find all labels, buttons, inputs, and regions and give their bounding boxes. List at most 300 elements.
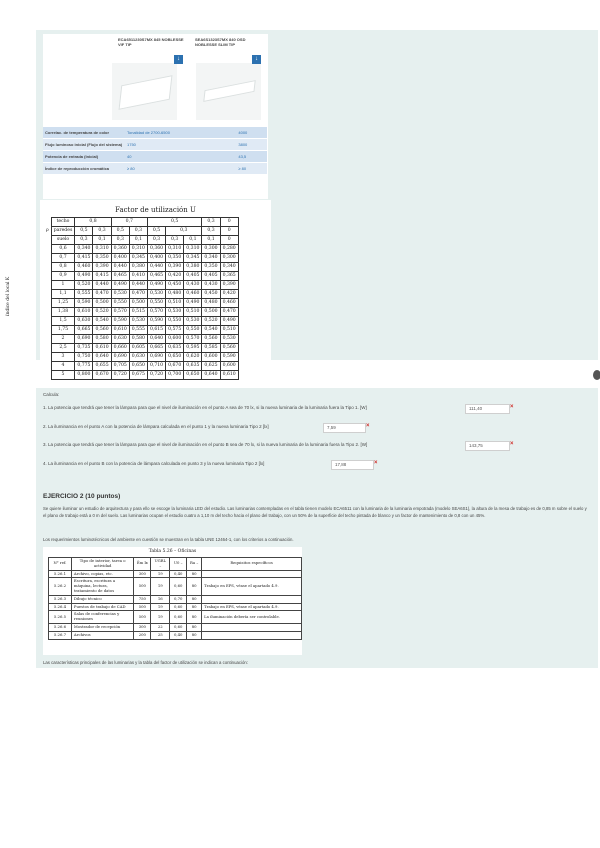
util-spacer (44, 326, 51, 335)
spec-value-2: ≥ 80 (236, 163, 267, 175)
util-header-cell: 0,3 (111, 236, 129, 245)
offices-cell: 19 (151, 570, 170, 578)
util-data-row (44, 353, 238, 362)
util-cell: 0,450 (166, 281, 184, 290)
util-cell: 0,440 (111, 263, 129, 272)
util-cell: 0,800 (75, 371, 93, 380)
offices-table (48, 557, 302, 640)
util-header-cell: 0,1 (129, 236, 147, 245)
spec-label: Índice de reproducción cromática (43, 163, 125, 175)
util-cell: 0,655 (93, 362, 111, 371)
util-data-row (44, 245, 238, 254)
util-cell: 0,520 (75, 281, 93, 290)
offices-cell (202, 595, 302, 603)
offices-cell: 500 (134, 578, 151, 595)
offices-row (49, 631, 302, 639)
util-cell: 0,480 (166, 290, 184, 299)
offices-header-row (49, 558, 302, 571)
offices-row (49, 603, 302, 611)
util-header-cell: 0,1 (93, 236, 111, 245)
util-k-value: 2 (51, 335, 75, 344)
util-cell: 0,570 (111, 308, 129, 317)
spec-row (43, 163, 267, 175)
offices-header-cell: N° ref. (49, 558, 72, 571)
util-cell: 0,580 (129, 335, 147, 344)
util-header-cell: 0,3 (93, 227, 111, 236)
util-header-cell: 0,3 (75, 236, 93, 245)
util-cell: 0,390 (93, 263, 111, 272)
offices-cell: 750 (134, 595, 151, 603)
question-1-text: 1. La potencia que tendrá que tener la lámpara para que el nivel de iluminación en el punto A sea de 70 lx, si la nueva luminaria de la luminaria fuera la Tipo 1. [W] (43, 405, 367, 410)
offices-cell: 19 (151, 603, 170, 611)
util-cell: 0,340 (220, 263, 238, 272)
util-k-value: 0,6 (51, 245, 75, 254)
util-cell: 0,440 (93, 281, 111, 290)
util-cell: 0,650 (184, 371, 202, 380)
util-cell: 0,400 (111, 254, 129, 263)
offices-cell: 22 (151, 623, 170, 631)
util-cell: 0,550 (111, 299, 129, 308)
util-cell: 0,610 (93, 344, 111, 353)
util-header-cell: suelo (51, 236, 75, 245)
question-3-text: 3. La potencia que tendrá que tener la lámpara para que el nivel de iluminación en el punto B sea de 70 lx, si la nueva luminaria de la luminaria fuera la Tipo 2. [W] (43, 442, 368, 447)
util-k-value: 1 (51, 281, 75, 290)
spec-row (43, 151, 267, 163)
util-cell: 0,350 (93, 254, 111, 263)
offices-cell: 0,40 (170, 631, 187, 639)
offices-cell: 0,70 (170, 595, 187, 603)
util-cell: 0,635 (166, 344, 184, 353)
util-cell: 0,360 (147, 245, 165, 254)
util-cell: 0,720 (147, 371, 165, 380)
scroll-handle[interactable] (593, 370, 600, 380)
util-cell: 0,555 (129, 326, 147, 335)
util-cell: 0,500 (202, 308, 220, 317)
util-cell: 0,705 (111, 362, 129, 371)
util-cell: 0,470 (129, 290, 147, 299)
util-cell: 0,710 (147, 362, 165, 371)
spec-row (43, 127, 267, 139)
util-header-cell: 0,3 (129, 227, 147, 236)
util-cell: 0,570 (147, 308, 165, 317)
util-rho: ρ (44, 227, 51, 236)
util-cell: 0,585 (202, 344, 220, 353)
util-cell: 0,660 (111, 344, 129, 353)
util-cell: 0,405 (202, 272, 220, 281)
download-icon[interactable]: ↓ (174, 55, 183, 64)
util-cell: 0,520 (93, 308, 111, 317)
answer-input-4[interactable]: 17,88 (331, 460, 374, 470)
util-k-value: 3 (51, 353, 75, 362)
util-cell: 0,430 (202, 281, 220, 290)
util-cell: 0,650 (129, 362, 147, 371)
util-cell: 0,345 (129, 254, 147, 263)
offices-cell: 19 (151, 578, 170, 595)
util-cell: 0,410 (129, 272, 147, 281)
util-cell: 0,470 (93, 290, 111, 299)
util-cell: 0,570 (184, 335, 202, 344)
util-cell: 0,510 (220, 326, 238, 335)
util-data-row (44, 362, 238, 371)
util-cell: 0,490 (75, 272, 93, 281)
util-cell: 0,380 (184, 263, 202, 272)
spec-label: Potencia de entrada (Inicial) (43, 151, 125, 163)
util-cell: 0,400 (147, 254, 165, 263)
offices-table-title: Tabla 5.26 – Oficinas (148, 549, 197, 554)
util-header-cell: 0,7 (111, 218, 147, 227)
spec-value-2: 3800 (236, 139, 267, 151)
offices-cell: 25 (151, 631, 170, 639)
util-cell: 0,460 (75, 263, 93, 272)
util-cell: 0,530 (111, 290, 129, 299)
util-header-cell: 0 (220, 236, 238, 245)
util-cell: 0,600 (202, 353, 220, 362)
util-cell: 0,405 (184, 272, 202, 281)
util-cell: 0,530 (220, 335, 238, 344)
question-2-text: 2. La iluminancia en el punto A con la potencia de lámpara calculada en el punto 1 y la nueva luminaria Tipo 2 [lx] (43, 424, 269, 429)
offices-cell: 16 (151, 595, 170, 603)
util-cell: 0,595 (184, 344, 202, 353)
spec-label: Flujo luminoso inicial (Flujo del sistema) (43, 139, 125, 151)
util-cell: 0,440 (147, 263, 165, 272)
util-cell: 0,700 (166, 371, 184, 380)
util-k-value: 1,38 (51, 308, 75, 317)
util-cell: 0,470 (220, 308, 238, 317)
util-cell: 0,605 (129, 344, 147, 353)
spec-value-1: ≥ 80 (125, 163, 236, 175)
util-cell: 0,350 (166, 254, 184, 263)
util-spacer (44, 308, 51, 317)
util-cell: 0,365 (220, 272, 238, 281)
exercise-statement: Se quiere iluminar un estudio de arquitectura y para ello se escoge la luminaria LED del estudio. Las luminarias contempladas en el tabla tienen modelo ECA6511 con la luminaria de la luminaria empotrada (modelo SEA6S1), la altura de la mesa de trabajo es de 0,85 m sobre el suelo y el plano de trabajo está a 0 m del suelo. Las luminarias ocupan el estudio cuatro a 1,10 m del techo hacia el plano del trabajo, con un 50% de la superficie del techo pintada de blanco y un factor de mantenimiento de 0,8 con un 45%. (43, 506, 587, 518)
util-header-cell: 0,3 (202, 218, 220, 227)
util-data-row (44, 317, 238, 326)
util-cell: 0,530 (147, 290, 165, 299)
offices-cell: 5.26.6 (49, 623, 72, 631)
util-cell: 0,420 (166, 272, 184, 281)
offices-cell: Trabajo en EPS, véase el apartado 4.9. (202, 603, 302, 611)
offices-header-cell: Tipo de interior, tarea o actividad (71, 558, 133, 571)
utilization-table-image (40, 200, 271, 384)
util-cell: 0,490 (220, 317, 238, 326)
offices-cell: 500 (134, 611, 151, 624)
util-cell: 0,530 (184, 317, 202, 326)
util-header-cell: 0,1 (184, 236, 202, 245)
spec-table (43, 127, 267, 175)
offices-header-cell: Ēm lx (134, 558, 151, 571)
util-cell: 0,310 (184, 245, 202, 254)
util-cell: 0,600 (166, 335, 184, 344)
offices-cell: 5.26.3 (49, 595, 72, 603)
util-header-cell: 0,1 (202, 236, 220, 245)
util-cell: 0,690 (111, 353, 129, 362)
calcula-heading: Calcula: (43, 392, 60, 397)
util-cell: 0,555 (75, 290, 93, 299)
offices-cell: 0,40 (170, 570, 187, 578)
util-spacer (44, 362, 51, 371)
util-cell: 0,590 (111, 317, 129, 326)
util-k-value: 1,25 (51, 299, 75, 308)
incorrect-icon: × (510, 441, 514, 447)
util-k-value: 1,75 (51, 326, 75, 335)
util-cell: 0,640 (93, 353, 111, 362)
util-cell: 0,450 (202, 290, 220, 299)
util-spacer (44, 281, 51, 290)
util-cell: 0,610 (111, 326, 129, 335)
offices-cell: Puestos de trabajo de CAD (71, 603, 133, 611)
util-cell: 0,665 (147, 344, 165, 353)
util-header-cell: paredes (51, 227, 75, 236)
util-cell: 0,640 (202, 371, 220, 380)
util-spacer (44, 317, 51, 326)
util-cell: 0,775 (75, 362, 93, 371)
offices-header-cell: U0 – (170, 558, 187, 571)
util-cell: 0,630 (111, 335, 129, 344)
luminaire-image-2 (196, 63, 261, 120)
util-cell: 0,415 (75, 254, 93, 263)
util-cell: 0,750 (75, 353, 93, 362)
offices-row (49, 570, 302, 578)
utilization-table (44, 217, 239, 380)
util-cell: 0,550 (147, 299, 165, 308)
util-cell: 0,415 (93, 272, 111, 281)
util-k-value: 1,5 (51, 317, 75, 326)
util-k-value: 2,5 (51, 344, 75, 353)
util-cell: 0,280 (220, 245, 238, 254)
util-cell: 0,590 (220, 353, 238, 362)
offices-cell: 300 (134, 570, 151, 578)
util-cell: 0,515 (129, 308, 147, 317)
incorrect-icon: × (510, 404, 514, 410)
offices-header-cell: UGRL – (151, 558, 170, 571)
util-cell: 0,610 (220, 371, 238, 380)
product-name-1: ECA6511230S7MX 845 NOBLESSE VIF TIP (118, 37, 184, 47)
util-cell: 0,300 (220, 254, 238, 263)
util-data-row (44, 344, 238, 353)
util-cell: 0,500 (93, 299, 111, 308)
util-cell: 0,310 (129, 245, 147, 254)
offices-cell: 80 (187, 631, 202, 639)
util-header-cell: 0,5 (147, 218, 201, 227)
util-cell: 0,430 (184, 281, 202, 290)
util-cell: 0,490 (184, 299, 202, 308)
util-cell: 0,690 (75, 335, 93, 344)
util-cell: 0,490 (111, 281, 129, 290)
spec-value-2: 4000 (236, 127, 267, 139)
util-cell: 0,500 (129, 299, 147, 308)
util-header-cell: 0,8 (75, 218, 111, 227)
offices-cell: 300 (134, 623, 151, 631)
offices-cell: 80 (187, 570, 202, 578)
offices-cell: 5.26.4 (49, 603, 72, 611)
util-spacer (44, 236, 51, 245)
util-cell: 0,540 (93, 317, 111, 326)
offices-cell: 80 (187, 623, 202, 631)
spec-value-1: 40 (125, 151, 236, 163)
util-cell: 0,630 (129, 353, 147, 362)
util-spacer (44, 353, 51, 362)
exercise-footer: Las características principales de las luminarias y la tabla del factor de utilización se indican a continuación: (43, 660, 248, 665)
util-spacer (44, 290, 51, 299)
util-cell: 0,520 (202, 317, 220, 326)
offices-cell: 80 (187, 578, 202, 595)
offices-cell: La iluminación debería ser controlable. (202, 611, 302, 624)
utilization-title: Factor de utilización U (115, 206, 196, 214)
util-cell: 0,620 (184, 353, 202, 362)
offices-cell: 5.26.1 (49, 570, 72, 578)
spec-value-2: 43,5 (236, 151, 267, 163)
offices-cell: Escritura, escritura a máquina, lectura, tratamiento de datos (71, 578, 133, 595)
util-cell: 0,390 (166, 263, 184, 272)
offices-cell: 5.26.2 (49, 578, 72, 595)
util-cell: 0,670 (166, 362, 184, 371)
util-cell: 0,630 (75, 317, 93, 326)
util-header-cell: 0,5 (147, 227, 165, 236)
util-cell: 0,560 (220, 344, 238, 353)
util-data-row (44, 281, 238, 290)
util-cell: 0,690 (147, 353, 165, 362)
offices-cell: 200 (134, 631, 151, 639)
product-name-2: SEA6S1323S7MX 840 OSD NOBLESSE SLIM TIP (195, 37, 246, 47)
util-cell: 0,590 (147, 317, 165, 326)
util-header-cell: 0 (220, 218, 238, 227)
util-cell: 0,575 (166, 326, 184, 335)
answer-input-3[interactable]: 143,75 (465, 441, 510, 451)
util-cell: 0,360 (111, 245, 129, 254)
util-cell: 0,580 (93, 335, 111, 344)
offices-cell: Mostrador de recepción (71, 623, 133, 631)
offices-cell: 500 (134, 603, 151, 611)
util-cell: 0,670 (93, 371, 111, 380)
util-cell: 0,550 (184, 326, 202, 335)
util-spacer (44, 344, 51, 353)
util-spacer (44, 245, 51, 254)
offices-row (49, 595, 302, 603)
util-spacer (44, 335, 51, 344)
util-data-row (44, 299, 238, 308)
offices-header-cell: Requisitos específicos (202, 558, 302, 571)
util-cell: 0,465 (147, 272, 165, 281)
util-header-cell: 0,3 (147, 236, 165, 245)
util-cell: 0,530 (129, 317, 147, 326)
util-cell: 0,530 (166, 308, 184, 317)
util-data-row (44, 272, 238, 281)
util-header-cell: 0,3 (166, 236, 184, 245)
util-cell: 0,615 (147, 326, 165, 335)
util-cell: 0,340 (202, 254, 220, 263)
util-cell: 0,560 (93, 326, 111, 335)
utilization-vertical-label: índice del local K (6, 276, 11, 316)
util-header-cell: 0,3 (202, 227, 220, 236)
util-cell: 0,460 (220, 299, 238, 308)
util-spacer (44, 272, 51, 281)
offices-cell: 0,60 (170, 603, 187, 611)
util-corner (44, 218, 51, 227)
offices-cell: Archivos (71, 631, 133, 639)
util-cell: 0,635 (184, 362, 202, 371)
util-k-value: 4 (51, 362, 75, 371)
util-data-row (44, 290, 238, 299)
util-header-cell: 0,3 (166, 227, 202, 236)
offices-row (49, 578, 302, 595)
util-cell: 0,510 (184, 308, 202, 317)
util-cell: 0,310 (93, 245, 111, 254)
luminaire-image-1 (112, 63, 177, 120)
util-cell: 0,380 (129, 263, 147, 272)
util-cell: 0,640 (147, 335, 165, 344)
util-cell: 0,735 (75, 344, 93, 353)
exercise-requirements: Los requerimientos luminotécnicos del ambiente en cuestión se muestran en la tabla UNE 12464-1, con los criterios a continuación. (43, 537, 294, 542)
util-cell: 0,675 (129, 371, 147, 380)
util-cell: 0,390 (220, 281, 238, 290)
offices-header-cell: Ra – (187, 558, 202, 571)
util-cell: 0,460 (184, 290, 202, 299)
util-cell: 0,625 (202, 362, 220, 371)
offices-cell (202, 570, 302, 578)
offices-cell: Dibujo técnico (71, 595, 133, 603)
util-data-row (44, 335, 238, 344)
offices-cell: 0,60 (170, 623, 187, 631)
util-cell: 0,540 (202, 326, 220, 335)
util-cell: 0,720 (111, 371, 129, 380)
util-k-value: 0,8 (51, 263, 75, 272)
offices-cell: 19 (151, 611, 170, 624)
download-icon[interactable]: ↓ (252, 55, 261, 64)
offices-cell (202, 623, 302, 631)
offices-row (49, 623, 302, 631)
util-cell: 0,420 (220, 290, 238, 299)
util-spacer (44, 371, 51, 380)
spec-row (43, 139, 267, 151)
util-header-row (44, 236, 238, 245)
util-cell: 0,650 (166, 353, 184, 362)
util-data-row (44, 263, 238, 272)
util-cell: 0,510 (166, 299, 184, 308)
util-k-value: 0,7 (51, 254, 75, 263)
offices-cell: 5.26.5 (49, 611, 72, 624)
util-cell: 0,560 (202, 335, 220, 344)
exercise-heading: EJERCICIO 2 (10 puntos) (43, 493, 121, 500)
spec-value-1: Tonalidad de 2700-6500 (125, 127, 236, 139)
offices-row (49, 611, 302, 624)
util-k-value: 1,1 (51, 290, 75, 299)
answer-input-1[interactable]: 111,40 (465, 404, 510, 414)
offices-cell: 80 (187, 603, 202, 611)
answer-input-2[interactable]: 7,59 (323, 423, 366, 433)
util-data-row (44, 326, 238, 335)
util-spacer (44, 299, 51, 308)
util-data-row (44, 371, 238, 380)
incorrect-icon: × (366, 423, 370, 429)
util-cell: 0,480 (202, 299, 220, 308)
spec-label: Correlac. de temperatura de color (43, 127, 125, 139)
offices-cell: Trabajo en EPS, véase el apartado 4.9. (202, 578, 302, 595)
util-header-cell: 0 (220, 227, 238, 236)
spec-value-1: 1750 (125, 139, 236, 151)
util-header-cell: techo (51, 218, 75, 227)
util-k-value: 0,9 (51, 272, 75, 281)
util-data-row (44, 254, 238, 263)
util-cell: 0,310 (166, 245, 184, 254)
util-spacer (44, 263, 51, 272)
util-cell: 0,600 (220, 362, 238, 371)
util-cell: 0,440 (129, 281, 147, 290)
offices-cell: Salas de conferencias y reuniones (71, 611, 133, 624)
util-k-value: 5 (51, 371, 75, 380)
util-spacer (44, 254, 51, 263)
util-header-row (44, 218, 238, 227)
util-cell: 0,345 (184, 254, 202, 263)
